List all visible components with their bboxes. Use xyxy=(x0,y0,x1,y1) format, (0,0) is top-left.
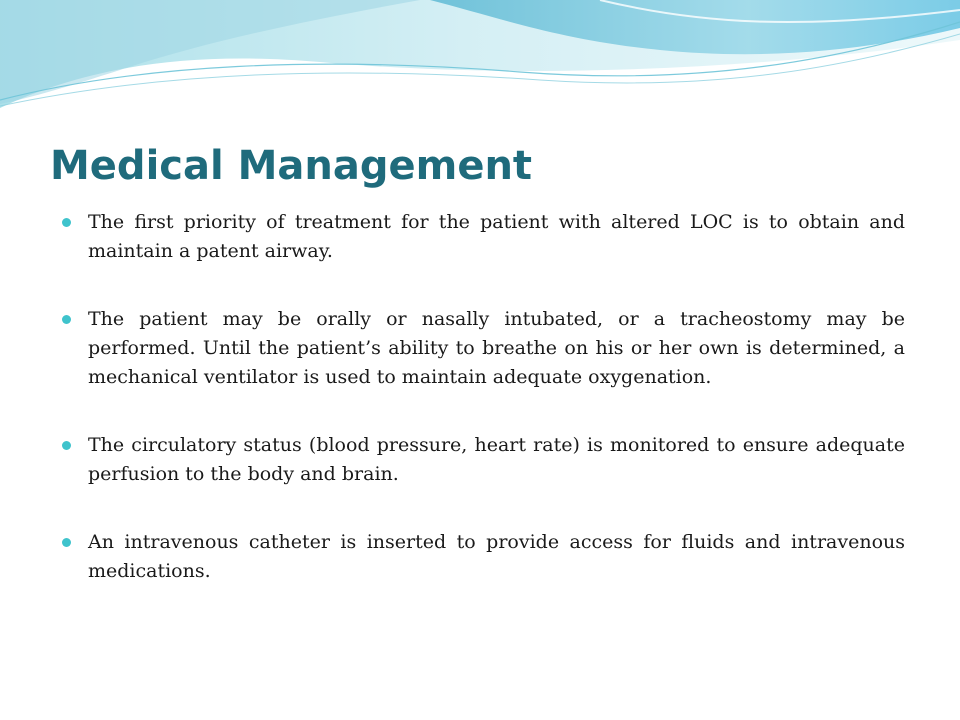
bullet-text: The patient may be orally or nasally intubated, or a tracheostomy may be performed. Until the patient’s ability to breathe on his or her own is determined, a mechanical ventilator is used to maintain adequate oxygenation. xyxy=(88,308,905,388)
bullet-item xyxy=(60,305,905,392)
bullet-dot-icon xyxy=(62,441,71,450)
header-wave-decoration xyxy=(0,0,960,120)
slide-title: Medical Management xyxy=(50,143,533,189)
bullet-item xyxy=(60,528,905,586)
bullet-item xyxy=(60,208,905,266)
bullet-list xyxy=(60,208,905,625)
bullet-text: The first priority of treatment for the patient with altered LOC is to obtain and maintain a patent airway. xyxy=(88,211,905,262)
bullet-text: An intravenous catheter is inserted to provide access for fluids and intravenous medications. xyxy=(88,531,905,582)
bullet-dot-icon xyxy=(62,538,71,547)
bullet-text: The circulatory status (blood pressure, heart rate) is monitored to ensure adequate perfusion to the body and brain. xyxy=(88,434,905,485)
bullet-item xyxy=(60,431,905,489)
bullet-dot-icon xyxy=(62,218,71,227)
bullet-dot-icon xyxy=(62,315,71,324)
